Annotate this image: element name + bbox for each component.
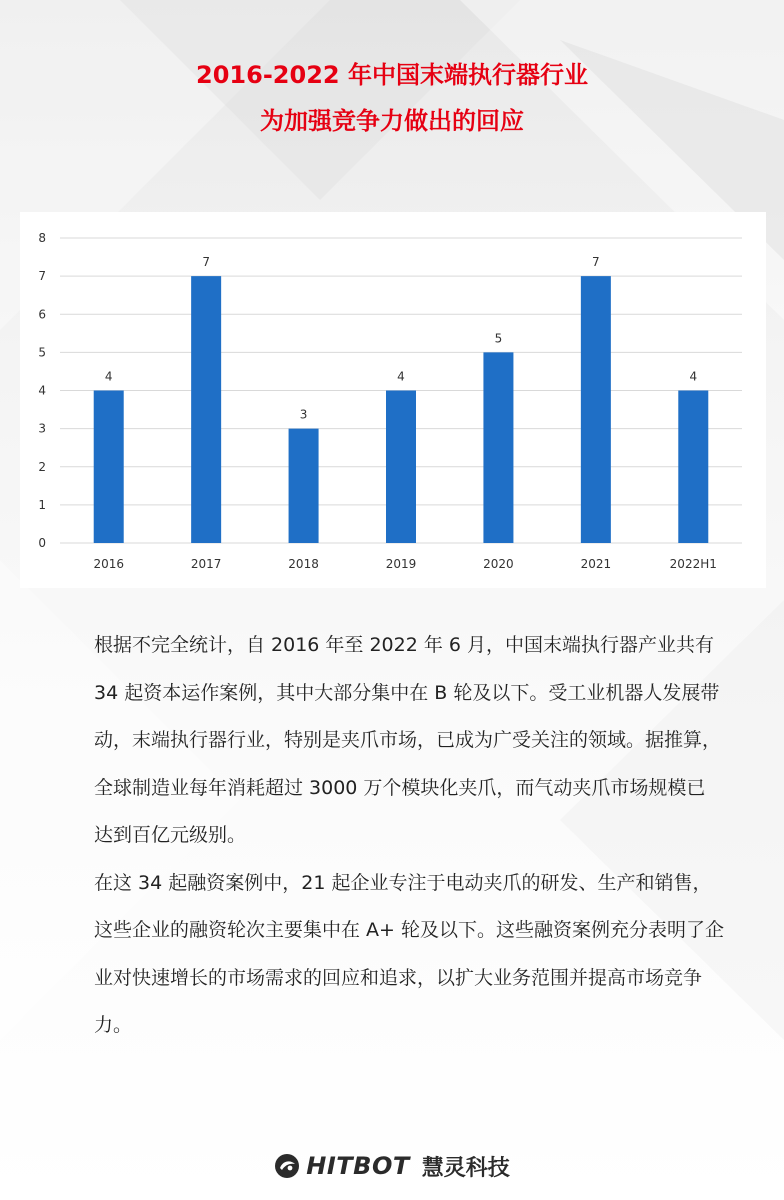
bar-2020 (483, 352, 513, 543)
bar-2022H1 (678, 391, 708, 544)
page-title (0, 52, 784, 144)
x-tick-label-2022H1: 2022H1 (669, 557, 717, 571)
bar-2017 (191, 276, 221, 543)
x-tick-label-2017: 2017 (190, 557, 222, 571)
data-label-2021: 7 (592, 255, 600, 270)
y-tick-label-6: 6 (38, 307, 46, 322)
footer (0, 1146, 784, 1186)
paragraph-2: 在这 34 起融资案例中，21 起企业专注于电动夹爪的研发、生产和销售，这些企业的融资轮次主要集中在 A+ 轮及以下。这些融资案例充分表明了企业对快速增长的市场需求的回应和追求，以扩大业务范围并提高市场竞争力。 (94, 871, 724, 1036)
y-tick-label-3: 3 (38, 421, 46, 436)
data-label-2016: 4 (104, 369, 113, 384)
bar-chart (20, 212, 766, 588)
data-label-2018: 3 (299, 407, 308, 422)
data-label-2019: 4 (397, 369, 405, 384)
paragraph-1: 根据不完全统计，自 2016 年至 2022 年 6 月，中国末端执行器产业共有 34 起资本运作案例，其中大部分集中在 B 轮及以下。受工业机器人发展带动，末端执行器行业，特别是夹爪市场，已成为广受关注的领域。据推算，全球制造业每年消耗超过 3000 万个模块化夹爪，而气动夹爪市场规模已达到百亿元级别。 (94, 634, 722, 846)
x-tick-label-2021: 2021 (580, 557, 612, 571)
y-tick-label-1: 1 (38, 497, 46, 512)
y-tick-label-5: 5 (38, 345, 46, 360)
y-tick-label-7: 7 (38, 269, 46, 284)
title-line-1: 2016-2022 年中国末端执行器行业 (196, 61, 588, 89)
x-tick-label-2020: 2020 (483, 557, 514, 571)
x-tick-label-2016: 2016 (93, 557, 124, 571)
y-tick-label-4: 4 (38, 383, 46, 398)
brand-name: HITBOT (306, 1152, 410, 1180)
y-tick-label-8: 8 (38, 231, 46, 245)
data-label-2022H1: 4 (689, 369, 698, 384)
brand-name-cn: 慧灵科技 (421, 1155, 510, 1181)
data-label-2020: 5 (494, 331, 503, 346)
bar-chart-svg (20, 212, 766, 588)
bar-2016 (94, 391, 124, 544)
bar-2019 (386, 391, 416, 544)
bar-2018 (289, 429, 319, 543)
hitbot-logo-icon (274, 1153, 300, 1179)
description (94, 622, 724, 1050)
x-tick-label-2019: 2019 (385, 557, 417, 571)
bar-2021 (581, 276, 611, 543)
y-tick-label-0: 0 (38, 536, 46, 550)
data-label-2017: 7 (202, 255, 210, 270)
y-tick-label-2: 2 (38, 459, 46, 474)
x-tick-label-2018: 2018 (288, 557, 319, 571)
title-line-2: 为加强竞争力做出的回应 (260, 107, 524, 135)
